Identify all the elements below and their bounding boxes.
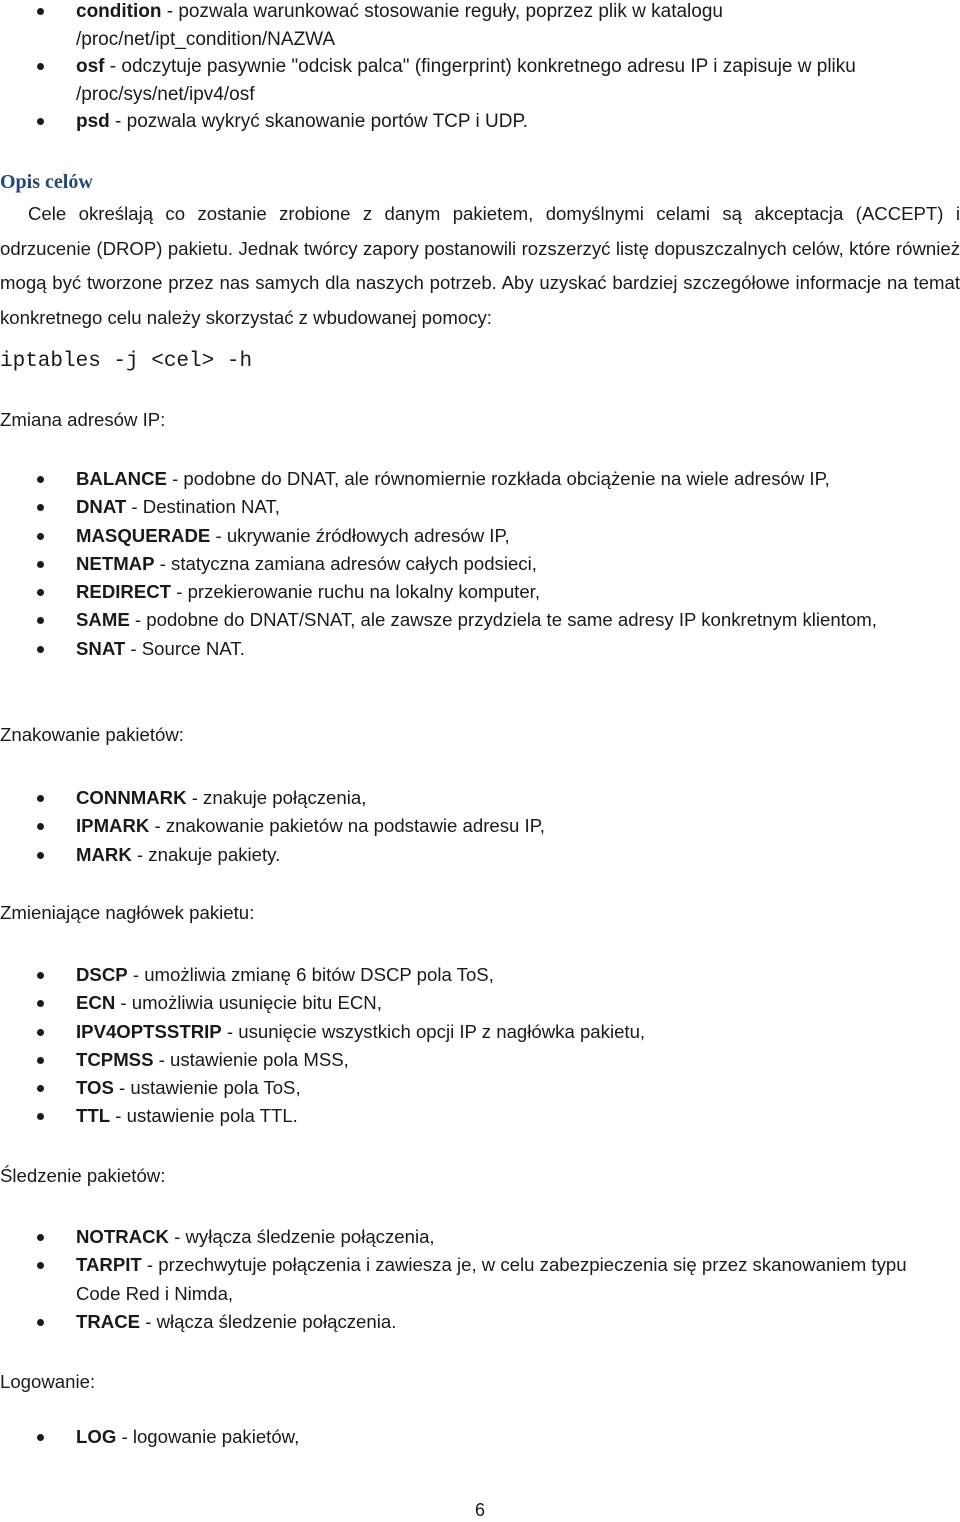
list-item (0, 841, 960, 869)
list-item (0, 0, 960, 53)
list-item (0, 812, 960, 840)
item-term: TRACE (76, 1310, 141, 1332)
item-description: - ustawienie pola TTL. (110, 1105, 298, 1127)
command-example: iptables -j <cel> -h (0, 350, 253, 373)
item-description: - znakuje połączenia, (186, 787, 367, 808)
group-heading-logging: Logowanie: (0, 1371, 96, 1392)
item-description: - Destination NAT, (126, 496, 280, 518)
item-term: MARK (76, 843, 132, 865)
item-description: - umożliwia zmianę 6 bitów DSCP pola ToS, (127, 964, 494, 985)
list-item (0, 578, 960, 606)
list-item (0, 1074, 960, 1102)
item-description: - pozwala warunkować stosowanie reguły, poprzez plik w katalogu /proc/net/ipt_condition/NAZWA (76, 1, 723, 50)
list-item (0, 1223, 960, 1251)
list-item (0, 53, 960, 108)
list-item (0, 1102, 960, 1130)
item-term: REDIRECT (76, 581, 172, 603)
item-term: TOS (76, 1077, 114, 1099)
item-description: - statyczna zamiana adresów całych podsieci, (154, 552, 537, 574)
item-description: - podobne do DNAT, ale równomiernie rozkłada obciążenie na wiele adresów IP, (166, 468, 830, 489)
list-item (0, 522, 960, 550)
item-description: - podobne do DNAT/SNAT, ale zawsze przydziela te same adresy IP konkretnym klientom, (129, 609, 877, 631)
item-term: NETMAP (76, 552, 155, 574)
item-description: - pozwala wykryć skanowanie portów TCP i UDP. (109, 111, 528, 132)
list-item (0, 1018, 960, 1046)
item-term: DSCP (76, 964, 128, 985)
item-term: BALANCE (76, 468, 167, 489)
item-description: - włącza śledzenie połączenia. (140, 1310, 397, 1332)
item-term: TCPMSS (76, 1048, 154, 1070)
group-heading-ip-change: Zmiana adresów IP: (0, 409, 166, 430)
item-description: - ustawienie pola ToS, (113, 1077, 301, 1099)
section-title: Opis celów (0, 171, 93, 193)
group-heading-tracking: Śledzenie pakietów: (0, 1165, 166, 1186)
item-description: - znakuje pakiety. (131, 843, 281, 865)
group-list-header-change (0, 961, 960, 1131)
item-term: MASQUERADE (76, 524, 211, 546)
list-item (0, 1423, 960, 1451)
item-term: psd (76, 111, 110, 132)
item-description: - Source NAT. (125, 637, 245, 659)
item-description: - przechwytuje połączenia i zawiesza je, w celu zabezpieczenia się przez skanowaniem typu Code Red i Nimda, (76, 1254, 907, 1304)
item-term: IPMARK (76, 815, 150, 837)
item-term: osf (76, 56, 105, 77)
item-term: ECN (76, 992, 116, 1014)
list-item (0, 550, 960, 578)
page-number: 6 (474, 1500, 485, 1520)
group-list-ip-change (0, 465, 960, 663)
item-term: TTL (76, 1105, 111, 1127)
item-term: NOTRACK (76, 1226, 169, 1247)
list-item (0, 784, 960, 812)
group-list-marking (0, 784, 960, 869)
list-item (0, 961, 960, 989)
item-term: SNAT (76, 637, 126, 659)
item-term: CONNMARK (76, 787, 187, 808)
item-term: TARPIT (76, 1254, 142, 1276)
list-item (0, 108, 960, 136)
item-description: - umożliwia usunięcie bitu ECN, (115, 992, 382, 1014)
list-item (0, 635, 960, 663)
item-description: - odczytuje pasywnie "odcisk palca" (fingerprint) konkretnego adresu IP i zapisuje w pliku /proc/sys/net/ipv4/osf (76, 56, 856, 105)
list-item (0, 493, 960, 521)
paragraph-text: Cele określają co zostanie zrobione z danym pakietem, domyślnymi celami są akceptacja (ACCEPT) i odrzucenie (DROP) pakietu. Jednak twórcy zapory postanowili rozszerzyć listę dopuszczalnych celów, które również mogą być tworzone przez nas samych dla naszych potrzeb. Aby uzyskać bardziej szczegółowe informacje na temat konkretnego celu należy skorzystać z wbudowanej pomocy: (0, 203, 960, 329)
item-term: LOG (76, 1426, 117, 1447)
match-extensions-list (0, 0, 960, 136)
item-description: - logowanie pakietów, (116, 1426, 300, 1447)
list-item (0, 1308, 960, 1336)
item-description: - znakowanie pakietów na podstawie adresu IP, (149, 815, 545, 837)
group-heading-marking: Znakowanie pakietów: (0, 724, 184, 745)
item-term: DNAT (76, 496, 127, 518)
item-description: - przekierowanie ruchu na lokalny komputer, (171, 581, 541, 603)
group-list-tracking (0, 1223, 960, 1336)
list-item (0, 1251, 960, 1308)
item-description: - ustawienie pola MSS, (153, 1048, 349, 1070)
item-description: - ukrywanie źródłowych adresów IP, (210, 524, 510, 546)
item-term: SAME (76, 609, 130, 631)
list-item (0, 465, 960, 493)
group-list-logging (0, 1423, 960, 1451)
item-term: condition (76, 1, 162, 22)
list-item (0, 606, 960, 634)
item-term: IPV4OPTSSTRIP (76, 1020, 222, 1042)
item-description: - usunięcie wszystkich opcji IP z nagłówka pakietu, (221, 1020, 646, 1042)
list-item (0, 989, 960, 1017)
group-heading-header-change: Zmieniające nagłówek pakietu: (0, 902, 255, 923)
section-paragraph (0, 197, 960, 336)
item-description: - wyłącza śledzenie połączenia, (168, 1226, 435, 1247)
list-item (0, 1046, 960, 1074)
